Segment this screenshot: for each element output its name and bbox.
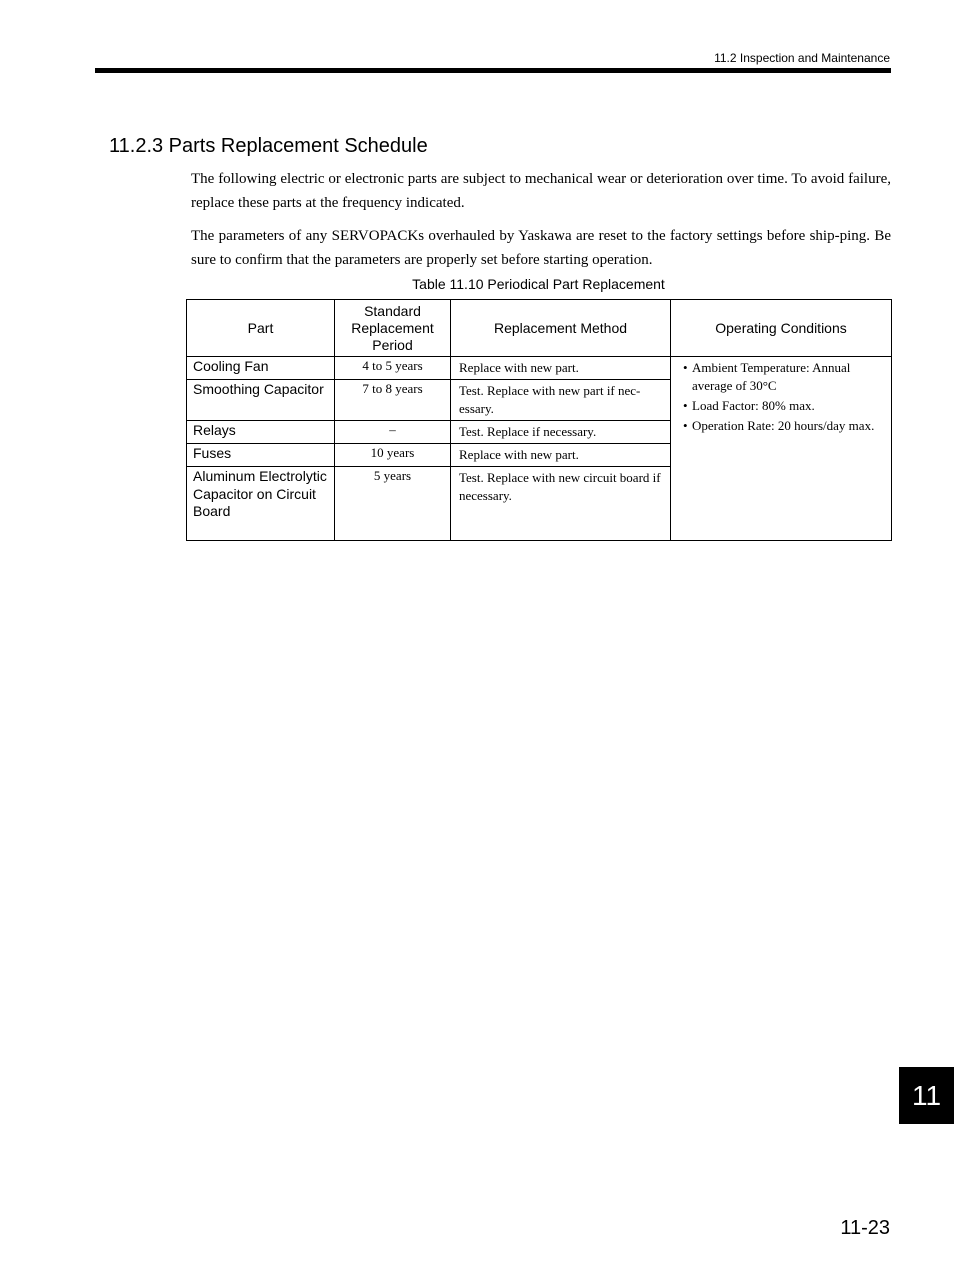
page-number: 11-23 [840, 1217, 890, 1239]
part-cell: Smoothing Capacitor [187, 380, 335, 421]
table-row [187, 357, 892, 380]
condition-text: Load Factor: 80% max. [692, 398, 815, 413]
header-conditions: Operating Conditions [671, 300, 892, 357]
method-cell: Test. Replace with new circuit board if necessary. [451, 467, 671, 541]
condition-item [683, 417, 879, 435]
table-caption: Table 11.10 Periodical Part Replacement [412, 276, 665, 292]
header-period: Standard Replacement Period [335, 300, 451, 357]
bullet-mark: • [683, 360, 688, 375]
condition-item [683, 397, 879, 415]
chapter-thumb-tab: 11 [899, 1067, 954, 1124]
intro-paragraph: The following electric or electronic parts are subject to mechanical wear or deterioration over time. To avoid failure, replace these parts at the frequency indicated. [191, 171, 891, 211]
method-cell: Test. Replace with new part if nec-essary. [451, 380, 671, 421]
part-cell: Cooling Fan [187, 357, 335, 380]
period-cell: – [335, 421, 451, 444]
header-rule [95, 68, 891, 73]
running-header: 11.2 Inspection and Maintenance [714, 51, 890, 65]
header-method: Replacement Method [451, 300, 671, 357]
condition-item [683, 359, 879, 395]
conditions-list [683, 359, 879, 435]
method-cell: Replace with new part. [451, 357, 671, 380]
method-cell: Replace with new part. [451, 444, 671, 467]
part-cell: Aluminum Electrolytic Capacitor on Circuit Board [187, 467, 335, 541]
operating-conditions-cell [671, 357, 892, 541]
period-cell: 7 to 8 years [335, 380, 451, 421]
condition-text: Operation Rate: 20 hours/day max. [692, 418, 875, 433]
period-cell: 5 years [335, 467, 451, 541]
part-cell: Fuses [187, 444, 335, 467]
parameters-paragraph: The parameters of any SERVOPACKs overhauled by Yaskawa are reset to the factory settings before ship-ping. Be sure to confirm that the parameters are properly set before starting operation. [191, 228, 891, 268]
bullet-mark: • [683, 418, 688, 433]
condition-text: Ambient Temperature: Annual average of 30°C [692, 360, 851, 393]
table-header-row [187, 300, 892, 357]
part-cell: Relays [187, 421, 335, 444]
period-cell: 4 to 5 years [335, 357, 451, 380]
section-title: 11.2.3 Parts Replacement Schedule [109, 135, 428, 157]
period-cell: 10 years [335, 444, 451, 467]
bullet-mark: • [683, 398, 688, 413]
parts-replacement-table [186, 299, 892, 541]
header-part: Part [187, 300, 335, 357]
method-cell: Test. Replace if necessary. [451, 421, 671, 444]
